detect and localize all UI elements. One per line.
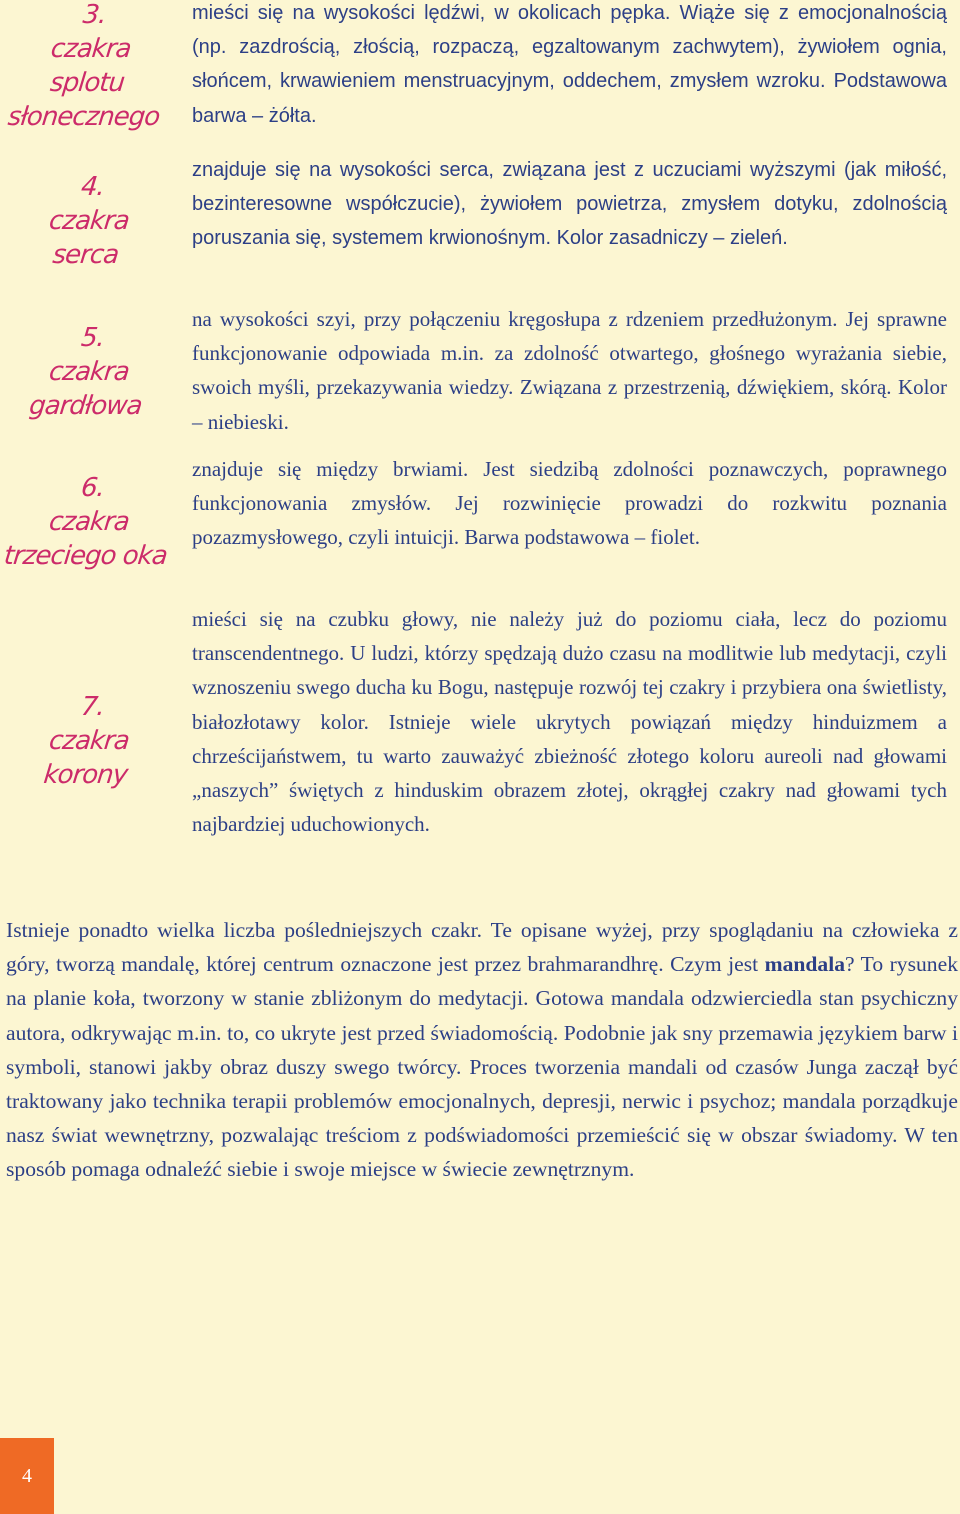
page-number-box [0,1438,54,1514]
chakra-number: 3. [81,0,108,30]
chakra-label-4 [0,170,183,272]
chakra-6-description: znajduje się między brwiami. Jest siedzibą zdolności poznawczych, poprawnego funkcjonowania zmysłów. Jej rozwinięcie prowadzi do rozkwitu poznania pozazmysłowego, czyli intuicji. Barwa podstawowa – fiolet. [192,457,947,550]
chakra-7-description: mieści się na czubku głowy, nie należy już do poziomu ciała, lecz do poziomu transcendentnego. U ludzi, którzy spędzają dużo czasu na modlitwie lub medytacji, czyli wznoszeniu swego ducha ku Bogu, następuje rozwój tej czakry i przybiera ona świetlisty, białozłotawy kolor. Istnieje wiele ukrytych powiązań między hinduizmem a chrześcijaństwem, tu warto zauważyć zbieżność złotego koloru aureoli nad głowami „naszych” świętych z hinduskim obrazem złotej, okrągłej czakry nad głowami tych najbardziej uduchowionych. [192,607,947,837]
chakra-label-3 [0,0,185,134]
chakra-word: czakra [49,34,133,64]
chakra-label-6 [0,471,183,573]
chakra-3-description: mieści się na wysokości lędźwi, w okolicach pępka. Wiąże się z emocjonalnością (np. zazdrością, złością, rozpaczą, egzaltowanym zachwytem), żywiołem ognia, słońcem, krwawieniem menstruacyjnym, oddechem, zmysłem wzroku. Podstawowa barwa – żółta. [192,2,947,127]
chakra-word: czakra [47,357,131,387]
page-number: 4 [22,1464,32,1487]
chakra-name: trzeciego oka [2,541,169,571]
chakra-number: 6. [79,473,106,503]
paragraph-text-start: Istnieje ponadto wielka liczba pośledniejszych czakr. Te opisane wyżej, przy spoglądaniu na człowieka z góry, tworzą mandalę, której centrum oznaczone jest przez brahmarandhrę. Czym jest [6,918,958,977]
chakra-word: czakra [47,507,131,537]
chakra-number: 4. [79,172,106,202]
chakra-name: gardłowa [27,391,144,421]
chakra-number: 7. [79,692,106,722]
paragraph-text-end: ? To rysunek na planie koła, tworzony w stanie zbliżonym do medytacji. Gotowa mandala odzwierciedla stan psychiczny autora, odkrywając m.in. to, co ukryte jest przed świadomością. Podobnie jak sny przemawia językiem barw i symboli, stanowi jakby obraz duszy swego twórcy. Proces tworzenia mandali od czasów Junga zaczął być traktowany jako technika terapii problemów emocjonalnych, depresji, nerwic i psychoz; mandala porządkuje nasz świat wewnętrzny, pozwalając treściom z podświadomości przemieścić się w obszar świadomy. W ten sposób pomaga odnaleźć siebie i swoje miejsce w świecie zewnętrznym. [6,952,958,1182]
chakra-name: splotu [48,68,126,98]
chakra-name: serca [51,240,120,270]
chakra-word: czakra [47,726,131,756]
chakra-4-description: znajduje się na wysokości serca, związana jest z uczuciami wyższymi (jak miłość, bezinteresowne współczucie), żywiołem powietrza, zmysłem dotyku, zdolnością poruszania się, systemem krwionośnym. Kolor zasadniczy – zieleń. [192,159,947,250]
chakra-label-5 [0,321,183,423]
mandala-paragraph [6,913,958,1187]
mandala-term: mandala [764,952,846,977]
chakra-5-description: na wysokości szyi, przy połączeniu kręgosłupa z rdzeniem przedłużonym. Jej sprawne funkcjonowanie odpowiada m.in. za zdolność otwartego, głośnego wyrażania siebie, swoich myśli, przekazywania wiedzy. Związana z przestrzenią, dźwiękiem, skórą. Kolor – niebieski. [192,307,947,434]
chakra-name: słonecznego [6,102,161,132]
chakra-sidebar [0,0,178,880]
chakra-number: 5. [79,323,106,353]
chakra-word: czakra [47,206,131,236]
chakra-name: korony [42,760,129,790]
chakra-label-7 [0,690,183,792]
